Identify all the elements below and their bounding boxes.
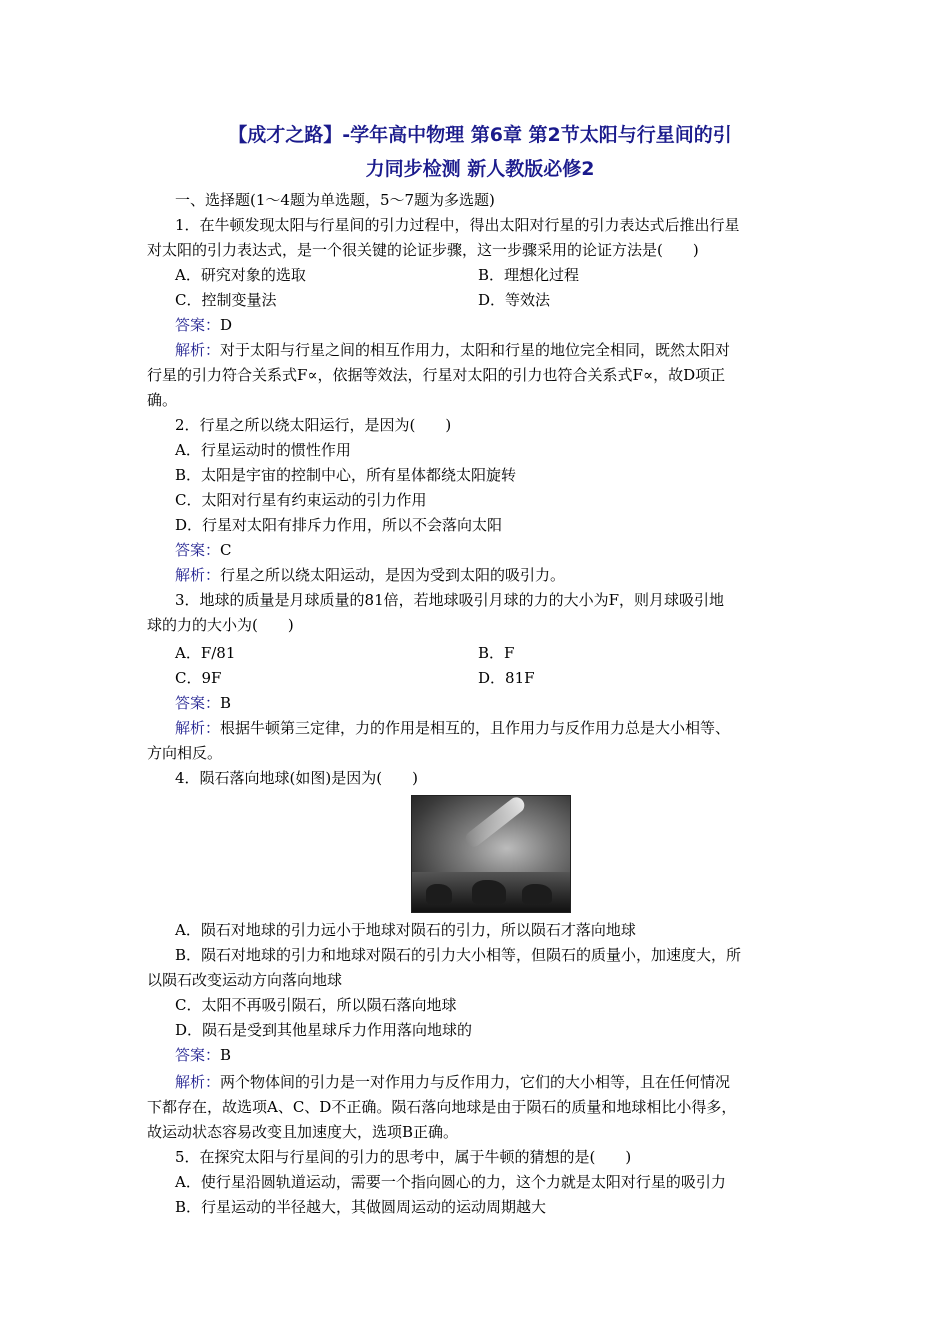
q3-option-a: A．F/81 [175, 644, 236, 662]
q4-option-b-line-2: 以陨石改变运动方向落向地球 [147, 971, 343, 989]
q5-option-a: A．使行星沿圆轨道运动，需要一个指向圆心的力，这个力就是太阳对行星的吸引力 [175, 1173, 726, 1191]
analysis-label: 解析： [175, 341, 221, 359]
q2-option-b: B．太阳是宇宙的控制中心，所有星体都绕太阳旋转 [175, 466, 517, 484]
analysis-label: 解析： [175, 719, 221, 737]
q4-stem: 4．陨石落向地球(如图)是因为( ) [175, 769, 418, 787]
q2-option-a: A．行星运动时的惯性作用 [175, 441, 351, 459]
meteorite-illustration [411, 795, 571, 913]
q3-stem-line-1: 3．地球的质量是月球质量的81倍，若地球吸引月球的力的大小为F，则月球吸引地 [175, 591, 725, 609]
q3-option-b: B．F [478, 644, 515, 662]
q3-option-d: D．81F [478, 669, 535, 687]
q1-analysis-line-1 [175, 340, 730, 360]
q4-analysis-line-3: 故运动状态容易改变且加速度大，选项B正确。 [147, 1123, 459, 1141]
q4-option-b-line-1: B．陨石对地球的引力和地球对陨石的引力大小相等，但陨石的质量小，加速度大，所 [175, 946, 742, 964]
analysis-text: 根据牛顿第三定律，力的作用是相互的，且作用力与反作用力总是大小相等、 [220, 719, 731, 737]
document-title-line-2: 力同步检测 新人教版必修2 [365, 158, 595, 180]
q1-analysis-line-2: 行星的引力符合关系式F∝，依据等效法，行星对太阳的引力也符合关系式F∝，故D项正 [147, 366, 726, 384]
q2-stem: 2．行星之所以绕太阳运行，是因为( ) [175, 416, 452, 434]
q1-stem-line-2: 对太阳的引力表达式，是一个很关键的论证步骤，这一步骤采用的论证方法是( ) [147, 241, 699, 259]
dinosaur-silhouette [426, 884, 452, 904]
answer-value: B [220, 1046, 232, 1064]
analysis-text: 对于太阳与行星之间的相互作用力，太阳和行星的地位完全相同，既然太阳对 [220, 341, 731, 359]
q1-option-c: C．控制变量法 [175, 291, 277, 309]
q1-option-a: A．研究对象的选取 [175, 266, 306, 284]
answer-label: 答案： [175, 694, 221, 712]
dinosaur-silhouette [522, 884, 552, 904]
q2-analysis [175, 565, 565, 585]
q3-analysis-line-2: 方向相反。 [147, 744, 223, 762]
q3-stem-line-2: 球的力的大小为( ) [147, 616, 294, 634]
q4-answer [175, 1045, 231, 1065]
analysis-label: 解析： [175, 1073, 221, 1091]
q1-option-d: D．等效法 [478, 291, 551, 309]
q1-option-b: B．理想化过程 [478, 266, 580, 284]
analysis-label: 解析： [175, 566, 221, 584]
q4-analysis-line-2: 下都存在，故选项A、C、D不正确。陨石落向地球是由于陨石的质量和地球相比小得多， [147, 1098, 737, 1116]
document-title-line-1: 【成才之路】-学年高中物理 第6章 第2节太阳与行星间的引 [228, 124, 732, 146]
q4-analysis-line-1 [175, 1072, 730, 1092]
analysis-text: 两个物体间的引力是一对作用力与反作用力，它们的大小相等，且在任何情况 [220, 1073, 731, 1091]
q2-option-d: D．行星对太阳有排斥力作用，所以不会落向太阳 [175, 516, 503, 534]
q1-stem-line-1: 1．在牛顿发现太阳与行星间的引力过程中，得出太阳对行星的引力表达式后推出行星 [175, 216, 740, 234]
q4-option-a: A．陨石对地球的引力远小于地球对陨石的引力，所以陨石才落向地球 [175, 921, 636, 939]
meteor-streak [462, 795, 527, 850]
analysis-text: 行星之所以绕太阳运动，是因为受到太阳的吸引力。 [220, 566, 566, 584]
answer-value: B [220, 694, 232, 712]
q3-option-c: C．9F [175, 669, 222, 687]
q2-answer [175, 540, 232, 560]
dinosaur-silhouette [472, 880, 506, 904]
answer-value: C [220, 541, 232, 559]
section-heading: 一、选择题(1～4题为单选题，5～7题为多选题) [175, 191, 495, 209]
answer-label: 答案： [175, 541, 221, 559]
answer-label: 答案： [175, 316, 221, 334]
q2-option-c: C．太阳对行星有约束运动的引力作用 [175, 491, 427, 509]
q5-option-b: B．行星运动的半径越大，其做圆周运动的运动周期越大 [175, 1198, 547, 1216]
answer-label: 答案： [175, 1046, 221, 1064]
answer-value: D [220, 316, 233, 334]
q4-option-d: D．陨石是受到其他星球斥力作用落向地球的 [175, 1021, 473, 1039]
q4-option-c: C．太阳不再吸引陨石，所以陨石落向地球 [175, 996, 457, 1014]
q1-analysis-line-3: 确。 [147, 391, 178, 409]
q3-answer [175, 693, 231, 713]
q1-answer [175, 315, 232, 335]
q3-analysis-line-1 [175, 718, 730, 738]
q5-stem: 5．在探究太阳与行星间的引力的思考中，属于牛顿的猜想的是( ) [175, 1148, 632, 1166]
